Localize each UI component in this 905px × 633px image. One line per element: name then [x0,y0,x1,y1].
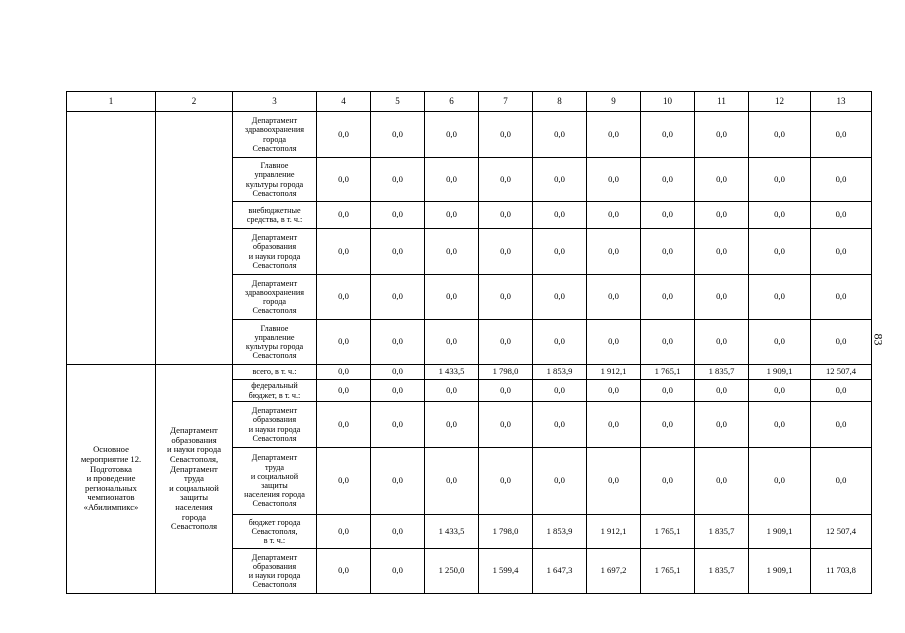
value-cell: 0,0 [371,380,425,402]
value-cell: 0,0 [425,380,479,402]
row-label [233,158,317,202]
value-cell: 0,0 [811,402,872,448]
value-cell: 1 765,1 [641,549,695,594]
label-line: внебюджетные [248,205,301,215]
header-cell: 3 [233,92,317,112]
value-cell: 1 798,0 [479,515,533,549]
value-cell: 0,0 [371,515,425,549]
header-cell: 6 [425,92,479,112]
label-line: труда [264,462,285,472]
header-cell: 9 [587,92,641,112]
label-line: управление [254,332,295,342]
value-cell: 0,0 [479,380,533,402]
value-cell: 0,0 [641,112,695,158]
header-cell: 7 [479,92,533,112]
value-cell: 0,0 [317,158,371,202]
event-executor-line: защиты [180,492,208,503]
event-executor-line: населения [175,501,213,512]
label-line: и науки города [248,571,301,580]
event-title-line: «Абилимпикс» [83,501,139,512]
row-label [233,515,317,549]
label-line: средства, в т. ч.: [246,215,303,224]
value-cell: 0,0 [533,158,587,202]
value-cell: 1 909,1 [749,549,811,594]
header-cell: 10 [641,92,695,112]
event-title-line: Основное [93,444,129,455]
label-line: Севастополя [252,499,297,509]
value-cell: 0,0 [641,320,695,365]
value-cell: 0,0 [533,380,587,402]
label-line: Севастополя [252,188,297,198]
value-cell: 0,0 [317,202,371,229]
value-cell: 0,0 [587,158,641,202]
value-cell: 0,0 [371,549,425,594]
label-line: Главное [260,161,289,171]
row-label [233,549,317,594]
table-body [67,92,872,594]
value-cell: 0,0 [317,365,371,380]
value-cell: 0,0 [811,448,872,515]
empty-cell [156,112,233,365]
label-line: защиты [261,481,288,490]
value-cell: 0,0 [695,402,749,448]
value-cell: 0,0 [641,202,695,229]
value-cell: 0,0 [317,112,371,158]
value-cell: 0,0 [425,202,479,229]
value-cell: 0,0 [371,402,425,448]
header-cell: 1 [67,92,156,112]
value-cell: 0,0 [317,515,371,549]
header-cell: 2 [156,92,233,112]
label-line: Севастополя [252,433,297,443]
value-cell: 0,0 [533,229,587,275]
value-cell: 1 853,9 [533,515,587,549]
value-cell: 0,0 [587,275,641,320]
value-cell: 0,0 [479,202,533,229]
event-executor-line: Департамент [170,463,218,474]
value-cell: 0,0 [695,158,749,202]
value-cell: 0,0 [641,402,695,448]
label-line: Главное [260,323,289,333]
label-line: в т. ч.: [263,536,286,546]
value-cell: 0,0 [317,275,371,320]
value-cell: 0,0 [587,229,641,275]
value-cell: 0,0 [371,448,425,515]
value-cell: 0,0 [371,320,425,365]
value-cell: 1 765,1 [641,365,695,380]
label-line: Департамент [251,278,298,288]
value-cell: 0,0 [533,448,587,515]
row-label [233,320,317,365]
value-cell: 0,0 [587,448,641,515]
label-line: города [263,134,286,144]
label-line: Севастополя [252,306,297,316]
value-cell: 0,0 [317,549,371,594]
value-cell: 0,0 [533,275,587,320]
label-line: образования [252,561,297,571]
value-cell: 1 697,2 [587,549,641,594]
event-executor-line: образования [171,434,217,445]
header-row [67,92,872,112]
label-line: города [263,297,286,306]
event-executor-line: труда [184,473,204,484]
value-cell: 1 798,0 [479,365,533,380]
budget-table [66,91,872,594]
value-cell: 0,0 [533,320,587,365]
event-title-line: чемпионатов [87,492,135,503]
value-cell: 0,0 [641,380,695,402]
row-label [233,365,317,380]
value-cell: 0,0 [811,202,872,229]
value-cell: 0,0 [641,275,695,320]
value-cell: 0,0 [695,202,749,229]
value-cell: 0,0 [749,229,811,275]
value-cell: 0,0 [425,402,479,448]
value-cell: 0,0 [533,112,587,158]
event-executor-line: Севастополя [170,521,218,532]
label-line: Севастополя [252,351,297,361]
value-cell: 0,0 [749,112,811,158]
value-cell: 0,0 [749,275,811,320]
label-line: Севастополя [252,260,297,270]
value-cell: 1 765,1 [641,515,695,549]
event-title-line: мероприятие 12. [80,454,142,465]
value-cell: 1 835,7 [695,515,749,549]
event-executor-line: Севастополя, [169,454,219,465]
value-cell: 0,0 [425,448,479,515]
value-cell: 0,0 [371,112,425,158]
value-cell: 0,0 [587,202,641,229]
value-cell: 0,0 [317,229,371,275]
label-line: Департамент [251,552,298,562]
value-cell: 1 433,5 [425,365,479,380]
value-cell: 0,0 [811,380,872,402]
value-cell: 0,0 [811,275,872,320]
value-cell: 0,0 [479,320,533,365]
label-line: культуры города [245,179,304,189]
header-cell: 13 [811,92,872,112]
value-cell: 0,0 [425,229,479,275]
empty-cell [67,112,156,365]
page-number: 83 [871,333,886,346]
event-title [67,365,156,594]
row-label [233,380,317,402]
event-executor [156,365,233,594]
label-line: образования [252,242,297,252]
header-cell: 11 [695,92,749,112]
value-cell: 0,0 [811,158,872,202]
label-line: Департамент [251,116,298,126]
value-cell: 0,0 [317,402,371,448]
label-line: культуры города [245,342,304,351]
value-cell: 1 250,0 [425,549,479,594]
value-cell: 1 853,9 [533,365,587,380]
label-line: Департамент [251,406,298,416]
value-cell: 0,0 [811,229,872,275]
label-line: всего, в т. ч.: [252,367,297,377]
value-cell: 0,0 [749,402,811,448]
label-line: управление [254,170,295,180]
value-cell: 0,0 [811,112,872,158]
label-line: и науки города [248,424,301,434]
label-line: Севастополя [252,143,297,153]
value-cell: 0,0 [695,275,749,320]
row-label [233,112,317,158]
value-cell: 1 835,7 [695,549,749,594]
value-cell: 1 909,1 [749,515,811,549]
label-line: Севастополя [252,580,297,590]
value-cell: 0,0 [533,402,587,448]
value-cell: 0,0 [587,402,641,448]
row-label [233,229,317,275]
value-cell: 0,0 [749,448,811,515]
label-line: образования [252,415,297,425]
label-line: бюджет, в т. ч.: [248,390,301,400]
value-cell: 0,0 [695,380,749,402]
value-cell: 0,0 [425,158,479,202]
value-cell: 0,0 [479,158,533,202]
value-cell: 0,0 [749,158,811,202]
value-cell: 0,0 [749,320,811,365]
value-cell: 1 909,1 [749,365,811,380]
label-line: и социальной [250,471,299,481]
value-cell: 0,0 [587,112,641,158]
value-cell: 0,0 [479,229,533,275]
label-line: Департамент [251,453,298,463]
value-cell: 11 703,8 [811,549,872,594]
table-row [67,112,872,158]
value-cell: 0,0 [425,320,479,365]
header-cell: 5 [371,92,425,112]
event-title-line: региональных [85,482,137,493]
value-cell: 0,0 [479,448,533,515]
value-cell: 0,0 [811,320,872,365]
value-cell: 0,0 [695,320,749,365]
event-executor-line: города [181,511,207,522]
event-executor-line: Департамент [170,425,218,436]
value-cell: 0,0 [641,158,695,202]
table-row [67,365,872,380]
value-cell: 0,0 [317,320,371,365]
value-cell: 1 599,4 [479,549,533,594]
value-cell: 0,0 [425,275,479,320]
value-cell: 0,0 [371,365,425,380]
value-cell: 0,0 [533,202,587,229]
value-cell: 0,0 [587,380,641,402]
value-cell: 0,0 [479,402,533,448]
value-cell: 0,0 [371,158,425,202]
event-title-line: Подготовка [90,463,132,474]
event-executor-line: и социальной [169,482,219,493]
value-cell: 0,0 [425,112,479,158]
label-line: населения города [244,490,305,500]
value-cell: 0,0 [371,275,425,320]
value-cell: 12 507,4 [811,365,872,380]
label-line: Департамент [251,233,298,243]
value-cell: 0,0 [371,229,425,275]
value-cell: 1 835,7 [695,365,749,380]
value-cell: 0,0 [695,112,749,158]
row-label [233,448,317,515]
label-line: федеральный [251,381,298,391]
value-cell: 0,0 [587,320,641,365]
row-label [233,402,317,448]
value-cell: 1 647,3 [533,549,587,594]
header-cell: 8 [533,92,587,112]
header-cell: 4 [317,92,371,112]
row-label [233,202,317,229]
event-executor-line: и науки города [166,444,222,455]
value-cell: 0,0 [479,275,533,320]
value-cell: 0,0 [479,112,533,158]
value-cell: 12 507,4 [811,515,872,549]
value-cell: 0,0 [695,229,749,275]
row-label [233,275,317,320]
label-line: Севастополя, [251,526,298,536]
label-line: здравоохранения [244,287,305,297]
event-title-line: и проведение [86,473,136,484]
value-cell: 1 912,1 [587,515,641,549]
label-line: бюджет города [248,517,301,527]
header-cell: 12 [749,92,811,112]
value-cell: 0,0 [749,380,811,402]
value-cell: 0,0 [695,448,749,515]
value-cell: 0,0 [641,229,695,275]
value-cell: 1 912,1 [587,365,641,380]
value-cell: 0,0 [641,448,695,515]
value-cell: 0,0 [371,202,425,229]
label-line: и науки города [248,251,301,261]
label-line: здравоохранения [244,125,305,135]
value-cell: 0,0 [749,202,811,229]
value-cell: 1 433,5 [425,515,479,549]
value-cell: 0,0 [317,448,371,515]
value-cell: 0,0 [317,380,371,402]
